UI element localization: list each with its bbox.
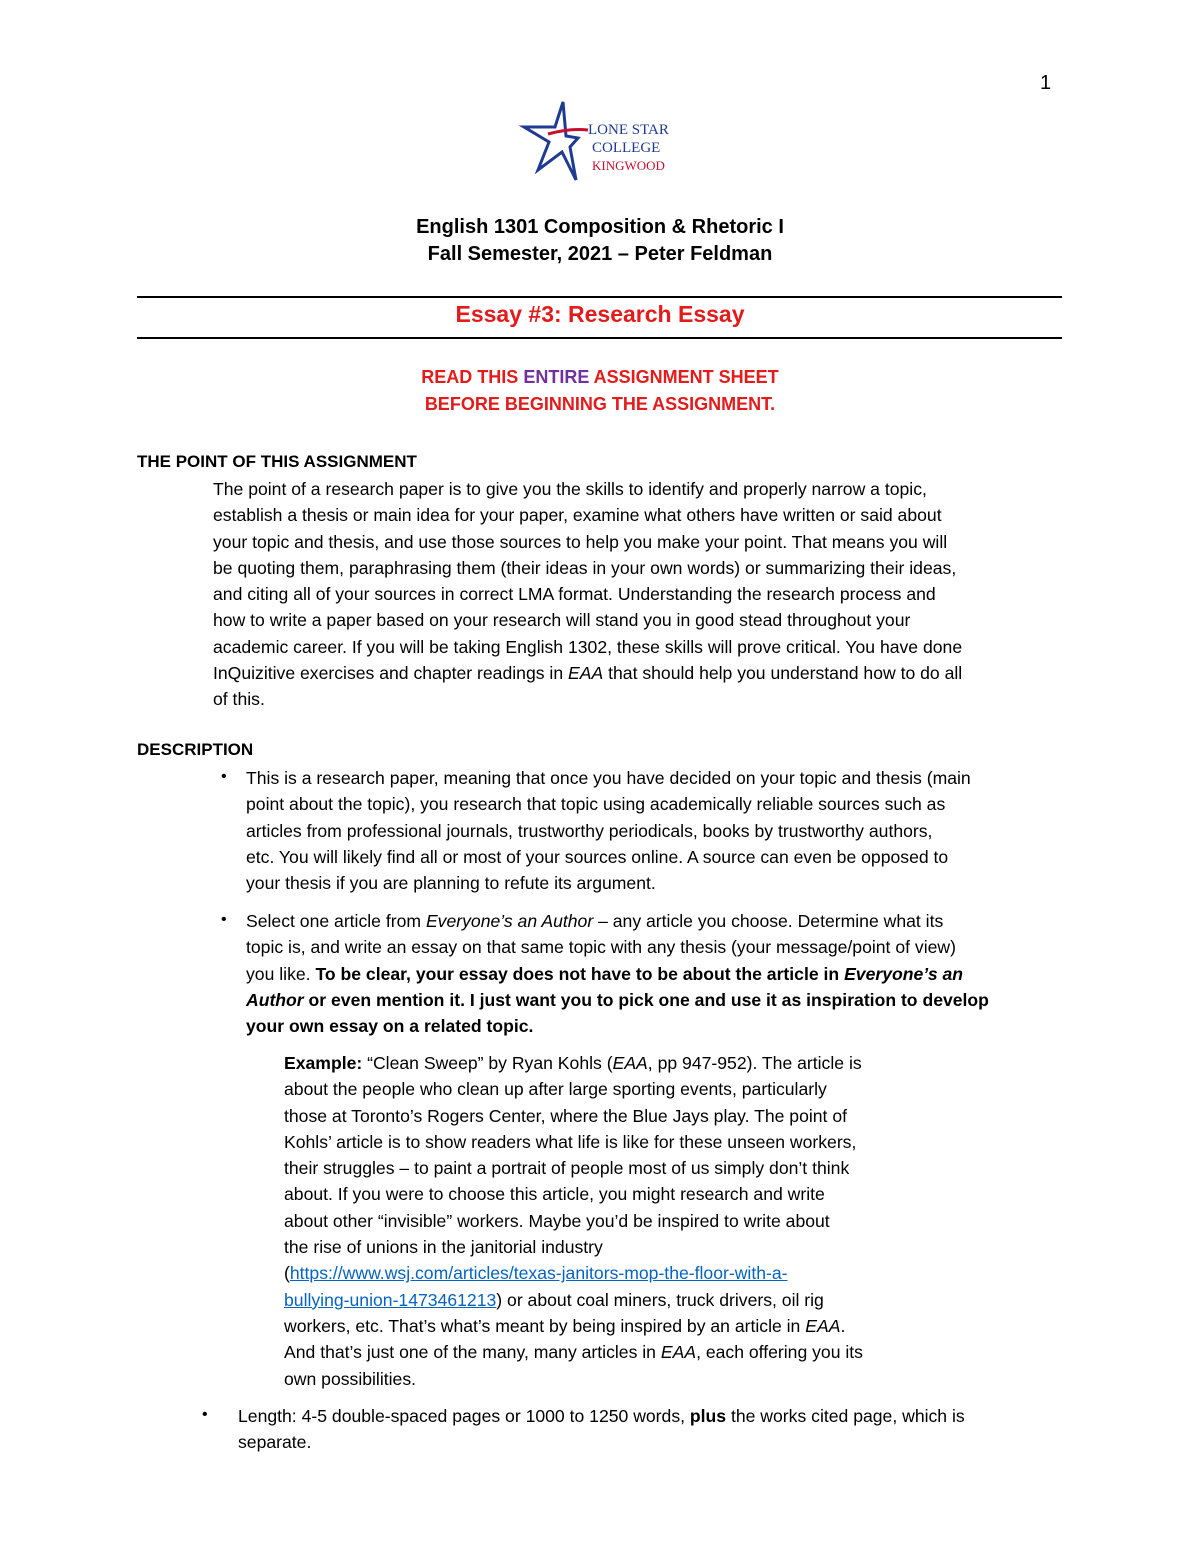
warning-emphasis: ENTIRE: [523, 367, 590, 387]
point-line: and citing all of your sources in correct LMA format. Understanding the research process and: [213, 584, 936, 605]
example-line: the rise of unions in the janitorial industry: [284, 1237, 603, 1258]
text-run: ) or about coal miners, truck drivers, oil rig: [496, 1289, 824, 1310]
bullet-line: topic is, and write an essay on that same topic with any thesis (your message/point of view): [246, 937, 956, 958]
text-run: And that’s just one of the many, many articles in: [284, 1342, 661, 1363]
text-run: workers, etc. That’s what’s meant by being inspired by an article in: [284, 1315, 806, 1336]
logo-line-2: COLLEGE: [592, 140, 661, 156]
bold-run: your own essay on a related topic.: [246, 1016, 534, 1037]
book-abbrev: EAA: [805, 1315, 841, 1336]
bullet-line: This is a research paper, meaning that once you have decided on your topic and thesis (main: [246, 768, 971, 788]
point-line: [213, 660, 962, 686]
book-abbrev: EAA: [660, 1342, 697, 1363]
point-line: your topic and thesis, and use those sources to help you make your point. That means you will: [213, 531, 948, 552]
text-run: , each offering you its: [696, 1342, 863, 1363]
text-run: , pp 947-952). The article is: [647, 1053, 862, 1073]
bullet-line: [246, 961, 989, 987]
example-line: their struggles – to paint a portrait of people most of us simply don’t think: [284, 1158, 850, 1179]
text-run: Select one article from: [246, 911, 426, 931]
example-block: [284, 1050, 863, 1392]
star-logo-icon: [518, 100, 688, 182]
warning-part-3: ASSIGNMENT SHEET: [589, 367, 779, 387]
point-line: of this.: [213, 689, 265, 710]
text-run: .: [840, 1315, 846, 1336]
top-rule: [137, 296, 1062, 298]
course-header: [0, 214, 1200, 268]
point-line: academic career. If you will be taking English 1302, these skills will prove critical. You have done: [213, 636, 963, 657]
warning-line-1: [0, 364, 1200, 391]
example-line: [284, 1050, 863, 1076]
bold-run: plus: [689, 1406, 727, 1426]
bullet-line: separate.: [238, 1432, 312, 1453]
logo-line-1: LONE STAR: [588, 122, 669, 138]
book-title: Everyone’s an: [844, 963, 964, 984]
example-line: Kohls’ article is to show readers what life is like for these unseen workers,: [284, 1131, 857, 1152]
example-line: about other “invisible” workers. Maybe you’d be inspired to write about: [284, 1210, 830, 1231]
wsj-article-link[interactable]: https://www.wsj.com/articles/texas-janitors-mop-the-floor-with-a-: [289, 1263, 788, 1284]
read-warning: [0, 364, 1200, 418]
essay-title: Essay #3: Research Essay: [455, 301, 745, 327]
bottom-rule: [137, 337, 1062, 339]
bullet-line: your thesis if you are planning to refute its argument.: [246, 873, 656, 894]
text-run: that should help you understand how to do all: [603, 663, 963, 684]
college-logo: [518, 100, 688, 182]
point-paragraph: [213, 476, 962, 713]
point-line: The point of a research paper is to give you the skills to identify and properly narrow a topic,: [213, 479, 927, 499]
warning-line-2: BEFORE BEGINNING THE ASSIGNMENT.: [424, 394, 776, 414]
example-line: those at Toronto’s Rogers Center, where the Blue Jays play. The point of: [284, 1105, 848, 1126]
text-run: – any article you choose. Determine what its: [593, 911, 944, 931]
book-abbrev: EAA: [612, 1053, 648, 1073]
point-line: establish a thesis or main idea for your paper, examine what others have written or said about: [213, 505, 942, 526]
description-heading: DESCRIPTION: [137, 740, 254, 759]
example-line: [284, 1260, 863, 1286]
bullet-line: [238, 1403, 965, 1429]
bullet-research-paper: [246, 765, 971, 896]
course-title: English 1301 Composition & Rhetoric I: [416, 216, 784, 238]
bullet-line: point about the topic), you research that topic using academically reliable sources such as: [246, 794, 946, 815]
example-label: Example:: [284, 1053, 363, 1073]
bold-run: To be clear, your essay does not have to be about the article in: [315, 963, 845, 984]
example-line: [284, 1339, 863, 1365]
bullet-icon: •: [221, 768, 227, 785]
bullet-line: articles from professional journals, trustworthy periodicals, books by trustworthy authors,: [246, 820, 933, 841]
point-line: how to write a paper based on your research will stand you in good stead throughout your: [213, 610, 911, 631]
example-line: about the people who clean up after large sporting events, particularly: [284, 1079, 827, 1100]
bullet-line: etc. You will likely find all or most of your sources online. A source can even be opposed to: [246, 846, 949, 867]
bullet-icon: •: [202, 1406, 208, 1423]
text-run: InQuizitive exercises and chapter readings in: [213, 663, 568, 684]
wsj-article-link[interactable]: bullying-union-1473461213: [284, 1289, 497, 1310]
example-line: about. If you were to choose this article, you might research and write: [284, 1184, 825, 1205]
page-number: 1: [1040, 72, 1052, 94]
book-abbrev: EAA: [568, 663, 604, 684]
bullet-length: [238, 1403, 965, 1456]
text-run: Length: 4-5 double-spaced pages or 1000 to 1250 words,: [238, 1406, 690, 1426]
bullet-line: [246, 908, 989, 934]
bullet-line: [246, 1013, 989, 1039]
book-title: Everyone’s an Author: [425, 911, 594, 931]
text-run: you like.: [246, 963, 316, 984]
text-run: (: [284, 1263, 290, 1284]
text-run: “Clean Sweep” by Ryan Kohls (: [362, 1053, 613, 1073]
bullet-icon: •: [221, 911, 227, 928]
text-run: the works cited page, which is: [726, 1406, 965, 1426]
example-line: own possibilities.: [284, 1368, 417, 1389]
bullet-line: [246, 987, 989, 1013]
bullet-select-article: [246, 908, 989, 1039]
bold-run: or even mention it. I just want you to pick one and use it as inspiration to develop: [303, 989, 989, 1010]
point-line: be quoting them, paraphrasing them (their ideas in your own words) or summarizing their ideas,: [213, 557, 957, 578]
semester-line: Fall Semester, 2021 – Peter Feldman: [427, 243, 773, 265]
example-line: [284, 1313, 863, 1339]
example-line: [284, 1287, 863, 1313]
warning-part-1: READ THIS: [421, 367, 524, 387]
book-title: Author: [246, 989, 304, 1010]
logo-line-3: KINGWOOD: [592, 158, 665, 173]
point-heading: THE POINT OF THIS ASSIGNMENT: [137, 452, 417, 471]
